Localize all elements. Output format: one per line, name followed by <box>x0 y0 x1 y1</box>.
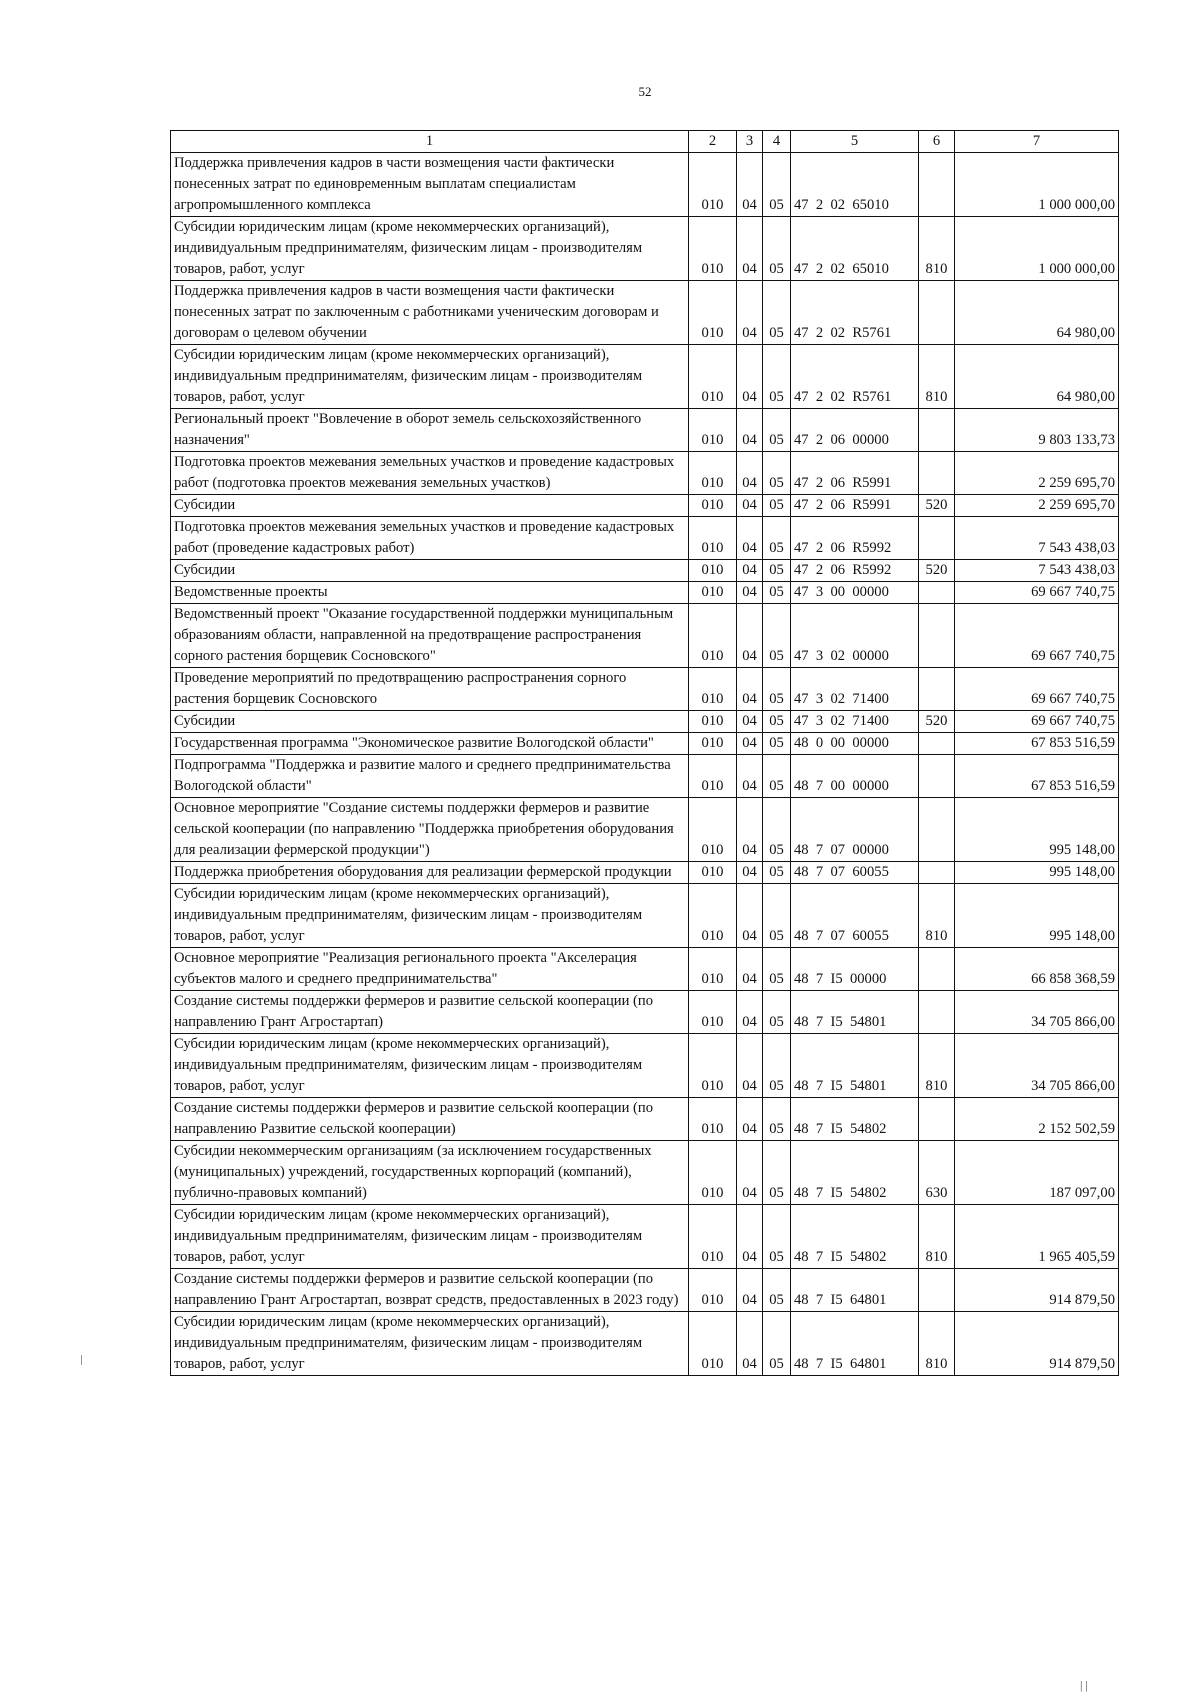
table-row <box>171 668 1119 711</box>
col-6: 630 <box>919 1141 955 1205</box>
col-7: 1 000 000,00 <box>955 153 1119 217</box>
col-4: 05 <box>763 862 791 884</box>
col-4: 05 <box>763 1098 791 1141</box>
col-2: 010 <box>689 517 737 560</box>
col-4: 05 <box>763 217 791 281</box>
col-3: 04 <box>737 991 763 1034</box>
col-4: 05 <box>763 991 791 1034</box>
col-5: 48 7 07 60055 <box>791 862 919 884</box>
col-3: 04 <box>737 153 763 217</box>
col-5: 47 2 06 R5992 <box>791 560 919 582</box>
col-7: 69 667 740,75 <box>955 711 1119 733</box>
col-4: 05 <box>763 1205 791 1269</box>
table-row <box>171 153 1119 217</box>
col-5: 47 3 02 71400 <box>791 711 919 733</box>
table-row <box>171 495 1119 517</box>
row-name: Проведение мероприятий по предотвращению распространения сорного растения борщевик Сосновского <box>171 668 689 711</box>
col-4: 05 <box>763 582 791 604</box>
col-5: 47 3 00 00000 <box>791 582 919 604</box>
col-3: 04 <box>737 948 763 991</box>
header-col-7: 7 <box>955 131 1119 153</box>
col-5: 48 7 00 00000 <box>791 755 919 798</box>
col-3: 04 <box>737 1312 763 1376</box>
col-2: 010 <box>689 153 737 217</box>
table-row <box>171 281 1119 345</box>
col-2: 010 <box>689 345 737 409</box>
header-col-6: 6 <box>919 131 955 153</box>
col-5: 47 2 02 R5761 <box>791 281 919 345</box>
col-3: 04 <box>737 1098 763 1141</box>
table-row <box>171 517 1119 560</box>
col-4: 05 <box>763 711 791 733</box>
col-6 <box>919 409 955 452</box>
col-5: 47 2 06 R5992 <box>791 517 919 560</box>
col-6: 810 <box>919 1034 955 1098</box>
table-row <box>171 755 1119 798</box>
col-7: 69 667 740,75 <box>955 582 1119 604</box>
col-4: 05 <box>763 452 791 495</box>
col-6 <box>919 755 955 798</box>
table-header <box>171 131 1119 153</box>
col-6 <box>919 1269 955 1312</box>
col-4: 05 <box>763 153 791 217</box>
col-2: 010 <box>689 755 737 798</box>
table-row <box>171 948 1119 991</box>
col-3: 04 <box>737 452 763 495</box>
row-name: Субсидии юридическим лицам (кроме некоммерческих организаций), индивидуальным предпринимателям, физическим лицам - производителям товаров, работ, услуг <box>171 884 689 948</box>
col-7: 67 853 516,59 <box>955 733 1119 755</box>
table-row <box>171 884 1119 948</box>
row-name: Основное мероприятие "Создание системы поддержки фермеров и развитие сельской кооперации (по направлению "Поддержка приобретения оборудования для реализации фермерской продукции") <box>171 798 689 862</box>
col-5: 47 2 06 R5991 <box>791 495 919 517</box>
table-row <box>171 582 1119 604</box>
col-6: 810 <box>919 884 955 948</box>
col-3: 04 <box>737 798 763 862</box>
col-6 <box>919 1098 955 1141</box>
col-7: 34 705 866,00 <box>955 991 1119 1034</box>
col-2: 010 <box>689 711 737 733</box>
col-7: 69 667 740,75 <box>955 668 1119 711</box>
col-4: 05 <box>763 495 791 517</box>
col-5: 47 3 02 71400 <box>791 668 919 711</box>
col-2: 010 <box>689 604 737 668</box>
row-name: Региональный проект "Вовлечение в оборот земель сельскохозяйственного назначения" <box>171 409 689 452</box>
row-name: Субсидии юридическим лицам (кроме некоммерческих организаций), индивидуальным предпринимателям, физическим лицам - производителям товаров, работ, услуг <box>171 217 689 281</box>
col-5: 47 3 02 00000 <box>791 604 919 668</box>
budget-table <box>170 130 1119 1376</box>
col-3: 04 <box>737 755 763 798</box>
row-name: Поддержка приобретения оборудования для реализации фермерской продукции <box>171 862 689 884</box>
col-4: 05 <box>763 409 791 452</box>
col-6 <box>919 733 955 755</box>
table-row <box>171 798 1119 862</box>
col-4: 05 <box>763 604 791 668</box>
header-row <box>171 131 1119 153</box>
scan-mark <box>81 1355 82 1365</box>
col-7: 914 879,50 <box>955 1269 1119 1312</box>
col-2: 010 <box>689 560 737 582</box>
col-5: 48 7 I5 64801 <box>791 1269 919 1312</box>
col-4: 05 <box>763 517 791 560</box>
col-7: 2 152 502,59 <box>955 1098 1119 1141</box>
row-name: Субсидии некоммерческим организациям (за исключением государственных (муниципальных) учреждений, государственных корпораций (компаний), публично-правовых компаний) <box>171 1141 689 1205</box>
col-2: 010 <box>689 733 737 755</box>
col-6: 810 <box>919 1205 955 1269</box>
col-2: 010 <box>689 1034 737 1098</box>
col-3: 04 <box>737 733 763 755</box>
row-name: Подпрограмма "Поддержка и развитие малого и среднего предпринимательства Вологодской области" <box>171 755 689 798</box>
col-2: 010 <box>689 1269 737 1312</box>
col-6 <box>919 604 955 668</box>
table-row <box>171 452 1119 495</box>
page-number: 52 <box>638 84 652 99</box>
col-2: 010 <box>689 1205 737 1269</box>
col-2: 010 <box>689 281 737 345</box>
col-4: 05 <box>763 1141 791 1205</box>
col-7: 995 148,00 <box>955 862 1119 884</box>
col-4: 05 <box>763 1269 791 1312</box>
col-4: 05 <box>763 668 791 711</box>
table-row <box>171 991 1119 1034</box>
col-6 <box>919 281 955 345</box>
table-row <box>171 1205 1119 1269</box>
table-body <box>171 153 1119 1376</box>
col-4: 05 <box>763 1034 791 1098</box>
header-col-3: 3 <box>737 131 763 153</box>
header-col-5: 5 <box>791 131 919 153</box>
row-name: Подготовка проектов межевания земельных участков и проведение кадастровых работ (проведение кадастровых работ) <box>171 517 689 560</box>
col-2: 010 <box>689 495 737 517</box>
row-name: Поддержка привлечения кадров в части возмещения части фактически понесенных затрат по единовременным выплатам специалистам агропромышленного комплекса <box>171 153 689 217</box>
col-6 <box>919 862 955 884</box>
col-2: 010 <box>689 1312 737 1376</box>
col-4: 05 <box>763 345 791 409</box>
row-name: Ведомственные проекты <box>171 582 689 604</box>
table-row <box>171 409 1119 452</box>
col-7: 7 543 438,03 <box>955 560 1119 582</box>
col-7: 1 000 000,00 <box>955 217 1119 281</box>
table-row <box>171 1269 1119 1312</box>
table-row <box>171 862 1119 884</box>
col-3: 04 <box>737 711 763 733</box>
col-7: 2 259 695,70 <box>955 452 1119 495</box>
col-5: 47 2 06 R5991 <box>791 452 919 495</box>
table-row <box>171 560 1119 582</box>
row-name: Субсидии юридическим лицам (кроме некоммерческих организаций), индивидуальным предпринимателям, физическим лицам - производителям товаров, работ, услуг <box>171 1312 689 1376</box>
col-6 <box>919 991 955 1034</box>
col-4: 05 <box>763 281 791 345</box>
col-5: 47 2 02 65010 <box>791 153 919 217</box>
col-3: 04 <box>737 884 763 948</box>
table-row <box>171 604 1119 668</box>
row-name: Создание системы поддержки фермеров и развитие сельской кооперации (по направлению Развитие сельской кооперации) <box>171 1098 689 1141</box>
col-2: 010 <box>689 217 737 281</box>
col-3: 04 <box>737 560 763 582</box>
row-name: Субсидии <box>171 495 689 517</box>
col-4: 05 <box>763 1312 791 1376</box>
col-7: 64 980,00 <box>955 345 1119 409</box>
col-6 <box>919 582 955 604</box>
col-5: 48 7 I5 54802 <box>791 1205 919 1269</box>
col-4: 05 <box>763 733 791 755</box>
col-7: 1 965 405,59 <box>955 1205 1119 1269</box>
col-2: 010 <box>689 1098 737 1141</box>
col-3: 04 <box>737 217 763 281</box>
col-3: 04 <box>737 1205 763 1269</box>
col-3: 04 <box>737 517 763 560</box>
col-5: 48 7 I5 64801 <box>791 1312 919 1376</box>
col-3: 04 <box>737 668 763 711</box>
col-5: 48 7 I5 54801 <box>791 1034 919 1098</box>
col-6: 810 <box>919 217 955 281</box>
header-col-2: 2 <box>689 131 737 153</box>
col-4: 05 <box>763 884 791 948</box>
col-6: 520 <box>919 560 955 582</box>
col-3: 04 <box>737 582 763 604</box>
col-4: 05 <box>763 755 791 798</box>
col-3: 04 <box>737 604 763 668</box>
col-5: 47 2 02 65010 <box>791 217 919 281</box>
col-2: 010 <box>689 991 737 1034</box>
row-name: Создание системы поддержки фермеров и развитие сельской кооперации (по направлению Грант Агростартап, возврат средств, предоставленных в 2023 году) <box>171 1269 689 1312</box>
row-name: Субсидии <box>171 560 689 582</box>
col-5: 47 2 06 00000 <box>791 409 919 452</box>
col-6: 520 <box>919 495 955 517</box>
header-col-1: 1 <box>171 131 689 153</box>
row-name: Субсидии юридическим лицам (кроме некоммерческих организаций), индивидуальным предпринимателям, физическим лицам - производителям товаров, работ, услуг <box>171 1205 689 1269</box>
col-6 <box>919 153 955 217</box>
col-7: 7 543 438,03 <box>955 517 1119 560</box>
col-5: 48 0 00 00000 <box>791 733 919 755</box>
col-4: 05 <box>763 798 791 862</box>
row-name: Ведомственный проект "Оказание государственной поддержки муниципальным образованиям области, направленной на предотвращение распространения сорного растения борщевик Сосновского" <box>171 604 689 668</box>
row-name: Субсидии юридическим лицам (кроме некоммерческих организаций), индивидуальным предпринимателям, физическим лицам - производителям товаров, работ, услуг <box>171 345 689 409</box>
col-2: 010 <box>689 862 737 884</box>
col-7: 64 980,00 <box>955 281 1119 345</box>
table-row <box>171 733 1119 755</box>
col-6 <box>919 948 955 991</box>
col-7: 995 148,00 <box>955 884 1119 948</box>
col-2: 010 <box>689 452 737 495</box>
table-row <box>171 711 1119 733</box>
col-7: 914 879,50 <box>955 1312 1119 1376</box>
col-5: 48 7 I5 54802 <box>791 1098 919 1141</box>
row-name: Создание системы поддержки фермеров и развитие сельской кооперации (по направлению Грант Агростартап) <box>171 991 689 1034</box>
col-7: 69 667 740,75 <box>955 604 1119 668</box>
table-row <box>171 217 1119 281</box>
col-4: 05 <box>763 948 791 991</box>
col-2: 010 <box>689 409 737 452</box>
col-7: 9 803 133,73 <box>955 409 1119 452</box>
col-5: 48 7 I5 00000 <box>791 948 919 991</box>
header-col-4: 4 <box>763 131 791 153</box>
col-3: 04 <box>737 1034 763 1098</box>
col-6 <box>919 452 955 495</box>
col-2: 010 <box>689 798 737 862</box>
row-name: Подготовка проектов межевания земельных участков и проведение кадастровых работ (подготовка проектов межевания земельных участков) <box>171 452 689 495</box>
col-3: 04 <box>737 345 763 409</box>
col-5: 48 7 I5 54801 <box>791 991 919 1034</box>
col-6: 810 <box>919 345 955 409</box>
col-6: 520 <box>919 711 955 733</box>
col-6 <box>919 668 955 711</box>
col-2: 010 <box>689 884 737 948</box>
col-5: 48 7 07 60055 <box>791 884 919 948</box>
row-name: Субсидии юридическим лицам (кроме некоммерческих организаций), индивидуальным предпринимателям, физическим лицам - производителям товаров, работ, услуг <box>171 1034 689 1098</box>
row-name: Государственная программа "Экономическое развитие Вологодской области" <box>171 733 689 755</box>
scan-corner-mark: | | <box>1080 1678 1088 1692</box>
col-6: 810 <box>919 1312 955 1376</box>
table-row <box>171 345 1119 409</box>
col-2: 010 <box>689 668 737 711</box>
col-5: 48 7 I5 54802 <box>791 1141 919 1205</box>
col-4: 05 <box>763 560 791 582</box>
row-name: Поддержка привлечения кадров в части возмещения части фактически понесенных затрат по заключенным с работниками ученическим договорам и договорам о целевом обучении <box>171 281 689 345</box>
col-3: 04 <box>737 409 763 452</box>
col-7: 67 853 516,59 <box>955 755 1119 798</box>
col-2: 010 <box>689 948 737 991</box>
col-7: 66 858 368,59 <box>955 948 1119 991</box>
col-2: 010 <box>689 1141 737 1205</box>
col-7: 34 705 866,00 <box>955 1034 1119 1098</box>
col-3: 04 <box>737 1269 763 1312</box>
table-row <box>171 1141 1119 1205</box>
col-5: 48 7 07 00000 <box>791 798 919 862</box>
col-7: 187 097,00 <box>955 1141 1119 1205</box>
col-3: 04 <box>737 495 763 517</box>
col-3: 04 <box>737 1141 763 1205</box>
table-row <box>171 1034 1119 1098</box>
row-name: Основное мероприятие "Реализация регионального проекта "Акселерация субъектов малого и среднего предпринимательства" <box>171 948 689 991</box>
col-7: 995 148,00 <box>955 798 1119 862</box>
col-2: 010 <box>689 582 737 604</box>
col-6 <box>919 517 955 560</box>
table-row <box>171 1098 1119 1141</box>
col-3: 04 <box>737 281 763 345</box>
table-row <box>171 1312 1119 1376</box>
col-7: 2 259 695,70 <box>955 495 1119 517</box>
col-3: 04 <box>737 862 763 884</box>
row-name: Субсидии <box>171 711 689 733</box>
col-6 <box>919 798 955 862</box>
col-5: 47 2 02 R5761 <box>791 345 919 409</box>
